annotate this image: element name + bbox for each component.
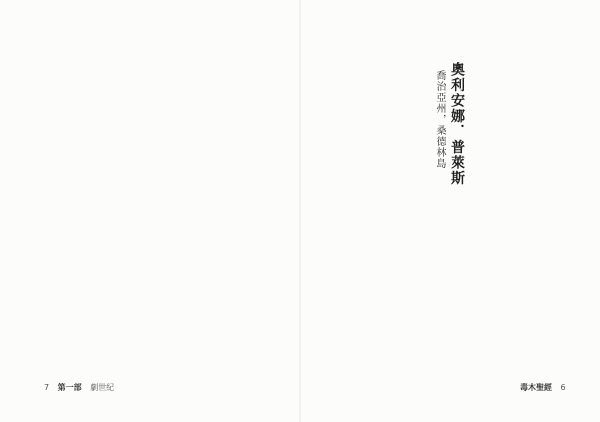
text-column — [379, 62, 390, 360]
text-column — [281, 62, 292, 360]
text-column — [125, 62, 136, 360]
text-column — [366, 62, 377, 360]
text-column — [353, 62, 364, 360]
text-column — [255, 62, 266, 360]
running-head-book: 劇世紀 — [90, 383, 115, 392]
left-footer — [38, 382, 114, 393]
text-column — [21, 62, 32, 360]
text-column — [216, 62, 227, 360]
bleed-through-line — [503, 62, 514, 360]
text-column — [327, 62, 338, 360]
bleed-through-line — [8, 62, 19, 360]
text-column — [314, 62, 325, 360]
page-number: 7 — [44, 383, 50, 392]
bleed-through-line — [533, 62, 544, 360]
text-column — [190, 62, 201, 360]
text-column — [60, 62, 71, 360]
text-column — [164, 62, 175, 360]
text-column — [203, 62, 214, 360]
bleed-through-line — [488, 62, 499, 360]
text-column — [73, 62, 84, 360]
text-column — [418, 62, 429, 360]
text-column — [138, 62, 149, 360]
text-column — [242, 62, 253, 360]
chapter-subtitle: 喬治亞州，桑德林島 — [434, 70, 445, 169]
text-column — [268, 62, 279, 360]
bleed-through-line — [473, 62, 484, 360]
page-number: 6 — [560, 383, 566, 392]
right-footer — [520, 382, 572, 393]
text-column — [34, 62, 45, 360]
text-column — [177, 62, 188, 360]
running-head-title: 毒木聖經 — [520, 383, 552, 392]
text-column — [340, 62, 351, 360]
text-column — [99, 62, 110, 360]
text-column — [229, 62, 240, 360]
page-gutter — [299, 0, 301, 422]
bleed-through-line — [518, 62, 529, 360]
text-column — [151, 62, 162, 360]
bleed-through-line — [303, 62, 314, 360]
text-column — [86, 62, 97, 360]
text-column — [405, 62, 416, 360]
text-column — [392, 62, 403, 360]
text-column — [112, 62, 123, 360]
chapter-title: 奧利安娜．普萊斯 — [449, 62, 465, 186]
bleed-through-line — [548, 62, 559, 360]
text-column — [47, 62, 58, 360]
running-head-part: 第一部 — [57, 383, 82, 392]
